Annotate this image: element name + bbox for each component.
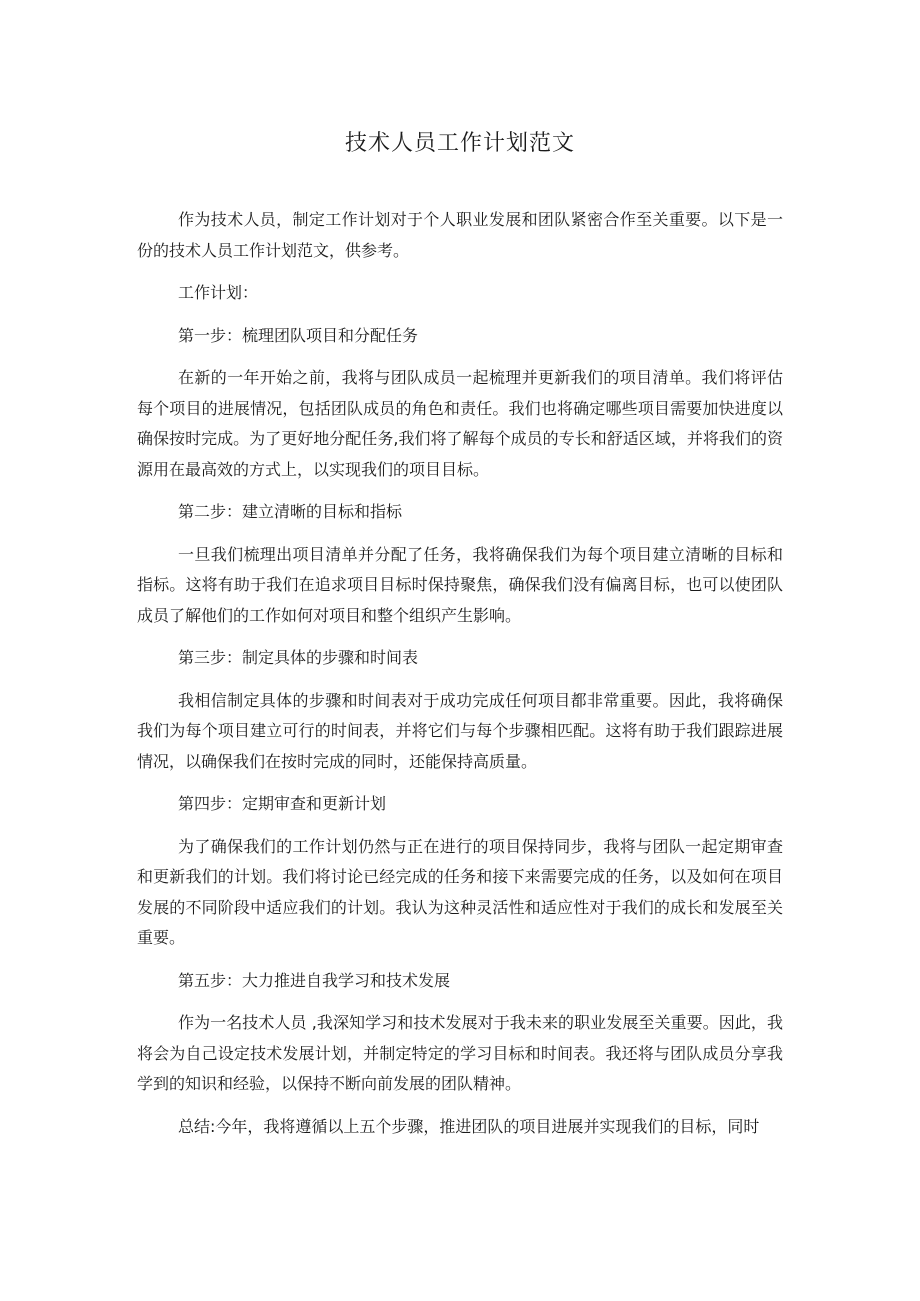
document-title: 技术人员工作计划范文 [344,131,575,156]
summary-paragraph: 总结:今年，我将遵循以上五个步骤，推进团队的项目进展并实现我们的目标，同时 [178,1116,760,1136]
step-3-body: 我相信制定具体的步骤和时间表对于成功完成任何项目都非常重要。因此，我将确保我们为每个项目建立可行的时间表，并将它们与每个步骤相匹配。这将有助于我们跟踪进展情况，以确保我们在按时完成的同时，还能保持高质量。 [137,690,783,771]
step-4-body: 为了确保我们的工作计划仍然与正在进行的项目保持同步，我将与团队一起定期审查和更新我们的计划。我们将讨论已经完成的任务和接下来需要完成的任务，以及如何在项目发展的不同阶段中适应我们的计划。我认为这种灵活性和适应性对于我们的成长和发展至关重要。 [137,836,783,947]
step-4-heading: 第四步：定期审查和更新计划 [178,794,387,813]
step-2-heading: 第二步：建立清晰的目标和指标 [178,502,403,521]
step-2-body: 一旦我们梳理出项目清单并分配了任务，我将确保我们为每个项目建立清晰的目标和指标。这将有助于我们在追求项目目标时保持聚焦，确保我们没有偏离目标，也可以使团队成员了解他们的工作如何对项目和整个组织产生影响。 [137,544,783,625]
plan-label: 工作计划： [178,283,259,302]
step-5-body: 作为一名技术人员 ,我深知学习和技术发展对于我未来的职业发展至关重要。因此，我将会为自己设定技术发展计划，并制定特定的学习目标和时间表。我还将与团队成员分享我学到的知识和经验，以保持不断向前发展的团队精神。 [137,1013,783,1093]
intro-paragraph: 作为技术人员，制定工作计划对于个人职业发展和团队紧密合作至关重要。以下是一份的技术人员工作计划范文，供参考。 [137,210,783,260]
step-3-heading: 第三步：制定具体的步骤和时间表 [178,648,419,667]
step-5-heading: 第五步：大力推进自我学习和技术发展 [178,970,451,990]
step-1-body: 在新的一年开始之前，我将与团队成员一起梳理并更新我们的项目清单。我们将评估每个项目的进展情况，包括团队成员的角色和责任。我们也将确定哪些项目需要加快进度以确保按时完成。为了更好地分配任务,我们将了解每个成员的专长和舒适区域，并将我们的资源用在最高效的方式上，以实现我们的项目目标。 [137,368,783,479]
step-1-heading: 第一步：梳理团队项目和分配任务 [178,325,419,345]
document-body [137,205,783,1154]
